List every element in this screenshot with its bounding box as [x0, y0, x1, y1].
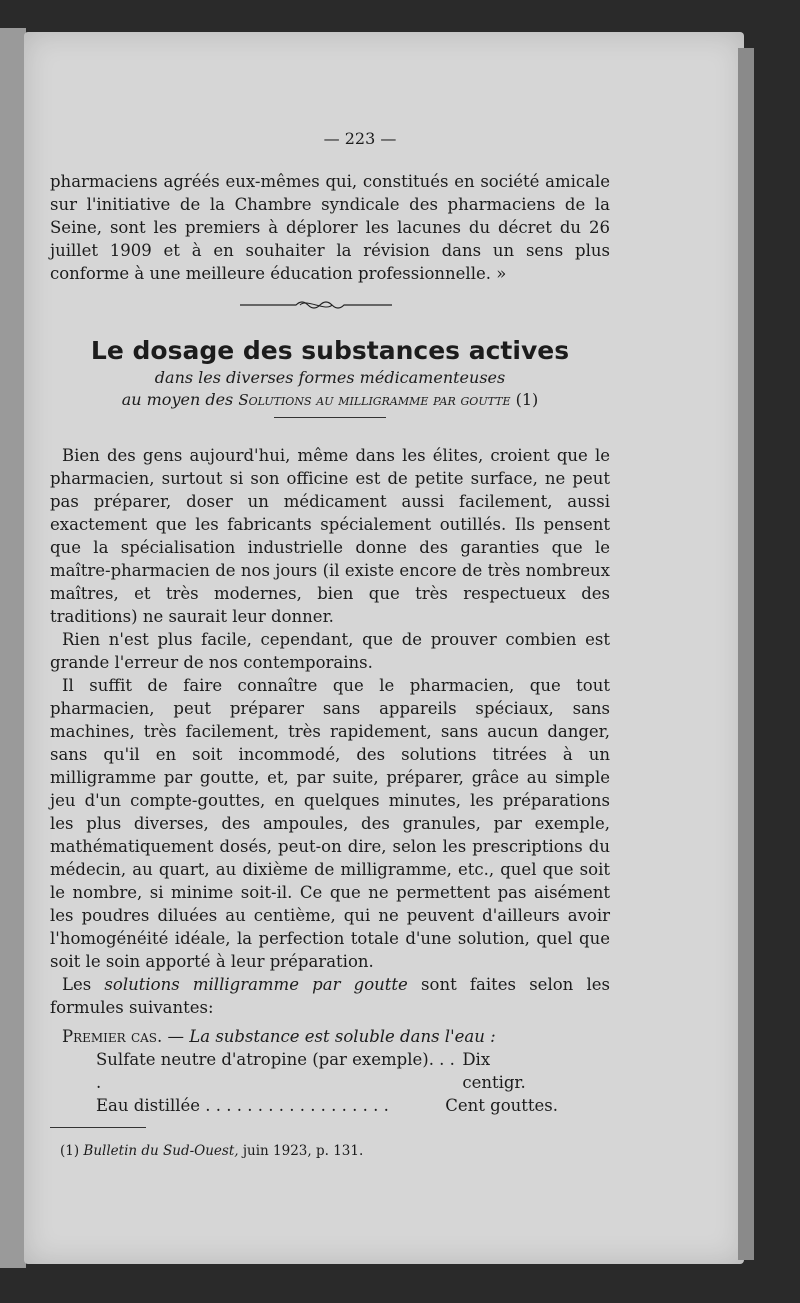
paragraph-1: Bien des gens aujourd'hui, même dans les élites, croient que le pharmacien, surtout si son officine est de petite surface, ne peut pas préparer, doser un médicament aussi facilement, aussi exactement que les fabricants spécialement outillés. Ils pensent que la spécialisation industrielle donne des garanties que le maître-pharmacien de nos jours (il existe encore de très nombreux maîtres, et très modernes, bien que très respectueux des traditions) ne saurait leur donner.	[50, 446, 610, 626]
formula-amount: Cent gouttes.	[445, 1096, 558, 1115]
article-title: Le dosage des substances actives	[90, 336, 570, 365]
footnote-ref: (1)	[515, 390, 539, 409]
title-rule	[274, 417, 386, 418]
page-number: — 223 —	[323, 129, 397, 148]
formula-item: Sulfate neutre d'atropine (par exemple). . . .	[96, 1050, 455, 1092]
case-condition: La substance est soluble dans l'eau :	[189, 1027, 496, 1046]
formulas-intro-italic: solutions milligramme par goutte	[104, 975, 408, 994]
paragraph-3: Il suffit de faire connaître que le pharmacien, que tout pharmacien, peut préparer sans appareils spéciaux, sans machines, très facilement, très rapidement, sans aucun danger, sans qu'il en soit incommodé, des solutions titrées à un milligramme par goutte, et, par suite, préparer, grâce au simple jeu d'un compte-gouttes, en quelques minutes, les préparations les plus diverses, des ampoules, des granules, par exemple, mathématiquement dosés, peut-on dire, selon les prescriptions du médecin, au quart, au dixième de milligramme, etc., quel que soit le nombre, si minime soit-il. Ce que ne permettent pas aisément les poudres diluées au centième, qui ne peuvent d'ailleurs avoir l'homogénéité idéale, la perfection totale d'une solution, quel que soit le soin apporté à leur préparation.	[50, 676, 610, 971]
facing-page-edge	[0, 28, 26, 1268]
article-body	[50, 444, 610, 1019]
case-label: Premier cas.	[62, 1027, 163, 1046]
case-dash: —	[167, 1027, 185, 1046]
formula-line-2	[96, 1094, 558, 1117]
formulas-intro-before: Les	[62, 975, 92, 994]
subtitle-italic: au moyen des	[121, 390, 234, 409]
page-stack-edge	[738, 48, 754, 1260]
article-subtitle-line1: dans les diverses formes médicamenteuses	[154, 368, 506, 387]
intro-paragraph: pharmaciens agréés eux-mêmes qui, constitués en société amicale sur l'initiative de la Chambre syndicale des pharmaciens de la Seine, sont les premiers à déplorer les lacunes du décret du 26 juillet 1909 et à en souhaiter la révision dans un sens plus conforme à une meilleure éducation professionnelle. »	[50, 172, 610, 283]
paragraph-2: Rien n'est plus facile, cependant, que de prouver combien est grande l'erreur de nos contemporains.	[50, 630, 610, 672]
formula-line-1	[96, 1048, 558, 1094]
page-content	[50, 128, 610, 1163]
formulas-intro-after: sont faites selon les formules suivantes:	[50, 975, 610, 1017]
formula-item: Eau distillée . . . . . . . . . . . . . . . . . .	[96, 1096, 389, 1115]
article-subtitle-line2	[50, 389, 610, 411]
footnote-number: (1)	[60, 1143, 80, 1159]
footnote-rest: juin 1923, p. 131.	[242, 1143, 364, 1159]
footnote-source: Bulletin du Sud-Ouest,	[83, 1143, 239, 1159]
formula-amount: Dix centigr.	[462, 1050, 526, 1092]
case-heading	[50, 1025, 610, 1048]
footnote-rule	[50, 1127, 146, 1128]
ornament-divider-icon	[238, 299, 394, 311]
footnote	[60, 1140, 610, 1163]
formulas-intro	[50, 973, 610, 1019]
subtitle-smallcaps: Solutions au milligramme par goutte	[238, 391, 511, 409]
